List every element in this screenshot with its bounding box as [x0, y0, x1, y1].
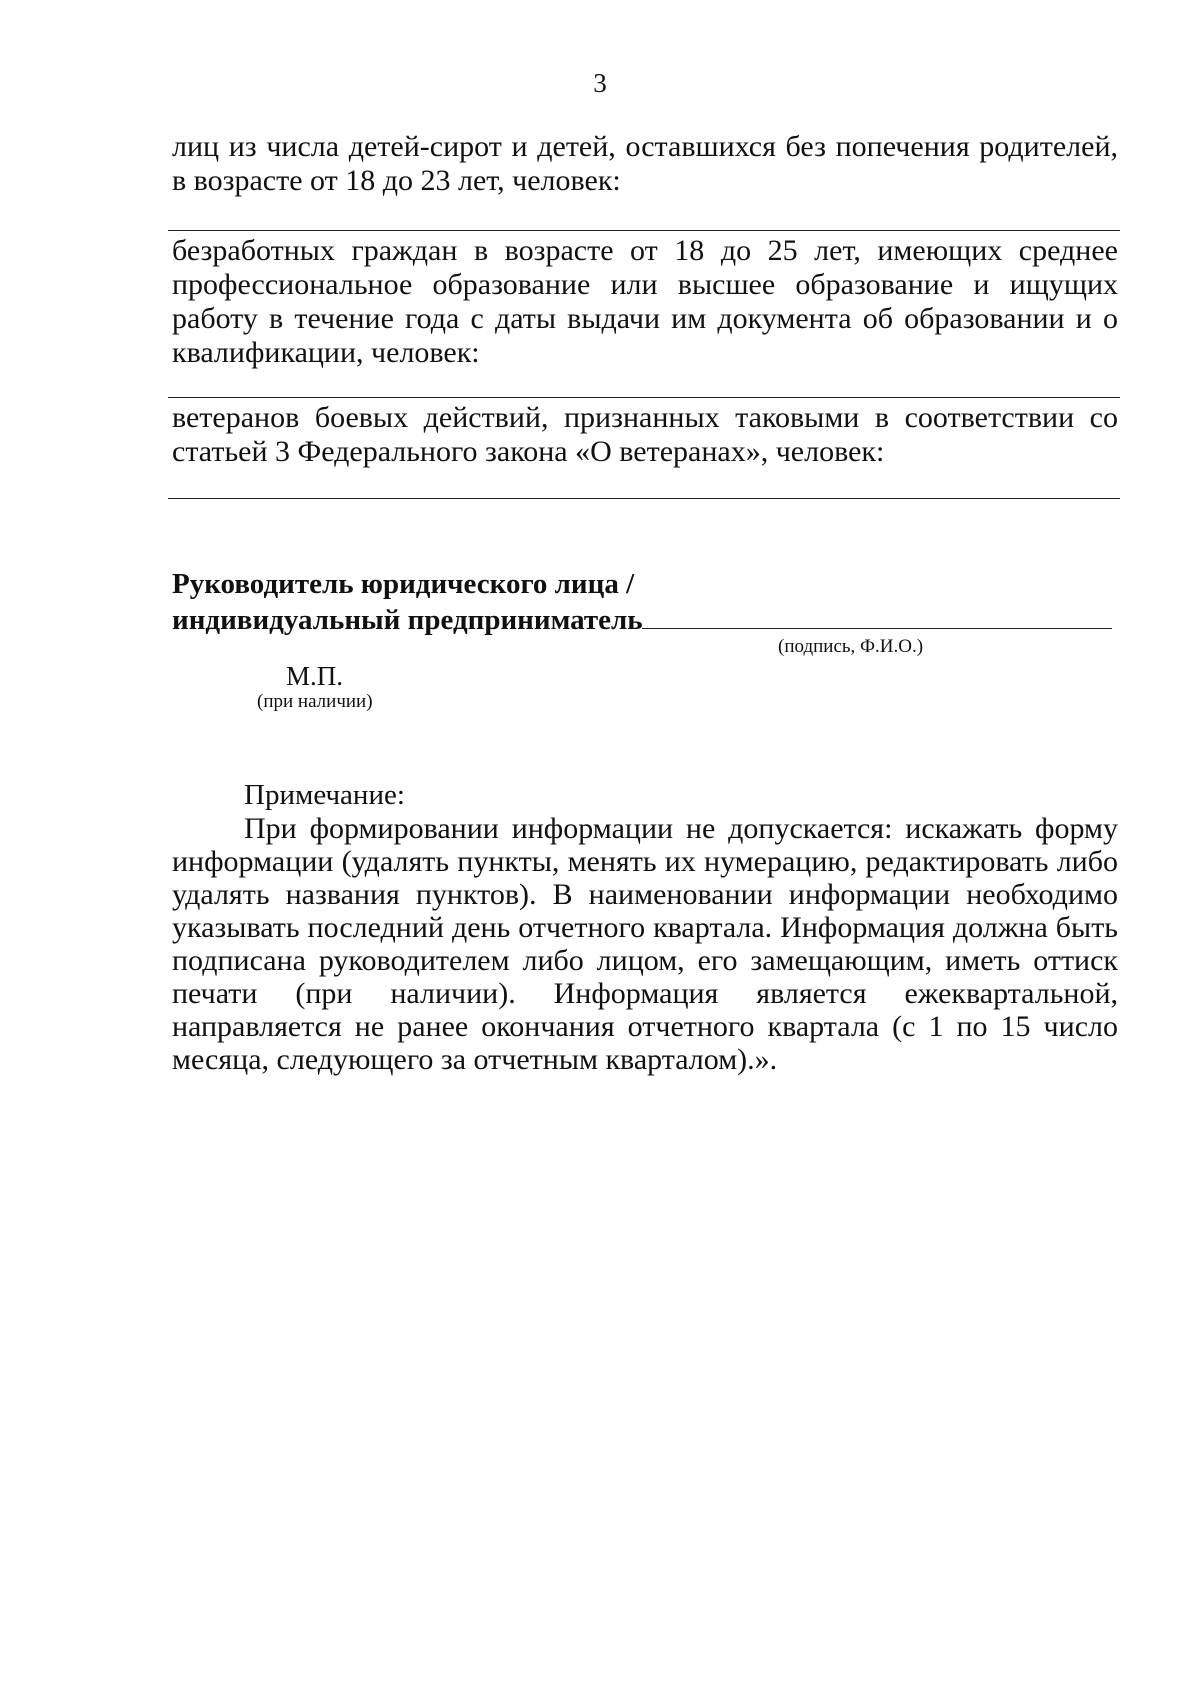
page-number: 3 — [593, 68, 607, 98]
veterans-answer-line[interactable] — [168, 498, 1120, 499]
orphans-label: лиц из числа детей-сирот и детей, оставшихся без попечения родителей, в возрасте от 18 до 23 лет, человек: — [172, 130, 1118, 197]
note-section — [172, 812, 1118, 1076]
note-title: Примечание: — [244, 779, 405, 811]
unemployed-label: безработных граждан в возрасте от 18 до 25 лет, имеющих среднее профессиональное образование или высшее образование и ищущих работу в течение года с даты выдачи им документа об образовании и о квалификации, человек: — [172, 234, 1118, 369]
signature-line[interactable] — [642, 628, 1112, 629]
note-body: При формировании информации не допускается: искажать форму информации (удалять пункты, менять их нумерацию, редактировать либо удалять названия пунктов). В наименовании информации необходимо указывать последний день отчетного квартала. Информация должна быть подписана руководителем либо лицом, его замещающим, иметь оттиск печати (при наличии). Информация является ежеквартальной, направляется не ранее окончания отчетного квартала (с 1 по 15 число месяца, следующего за отчетным кварталом).». — [172, 812, 1118, 1076]
veterans-section — [172, 401, 1118, 469]
signature-caption: (подпись, Ф.И.О.) — [778, 636, 924, 657]
unemployed-section — [172, 234, 1118, 370]
orphans-answer-line[interactable] — [168, 230, 1120, 231]
orphans-section — [172, 130, 1118, 198]
signature-heading — [172, 566, 643, 638]
veterans-label: ветеранов боевых действий, признанных таковыми в соответствии со статьей 3 Федерального закона «О ветеранах», человек: — [172, 401, 1118, 468]
unemployed-answer-line[interactable] — [168, 397, 1120, 398]
signature-heading-line-1: Руководитель юридического лица / — [172, 568, 635, 600]
signature-heading-line-2: индивидуальный предприниматель — [172, 604, 643, 636]
stamp-caption: (при наличии) — [257, 691, 373, 712]
stamp-mark: М.П. — [286, 661, 344, 691]
